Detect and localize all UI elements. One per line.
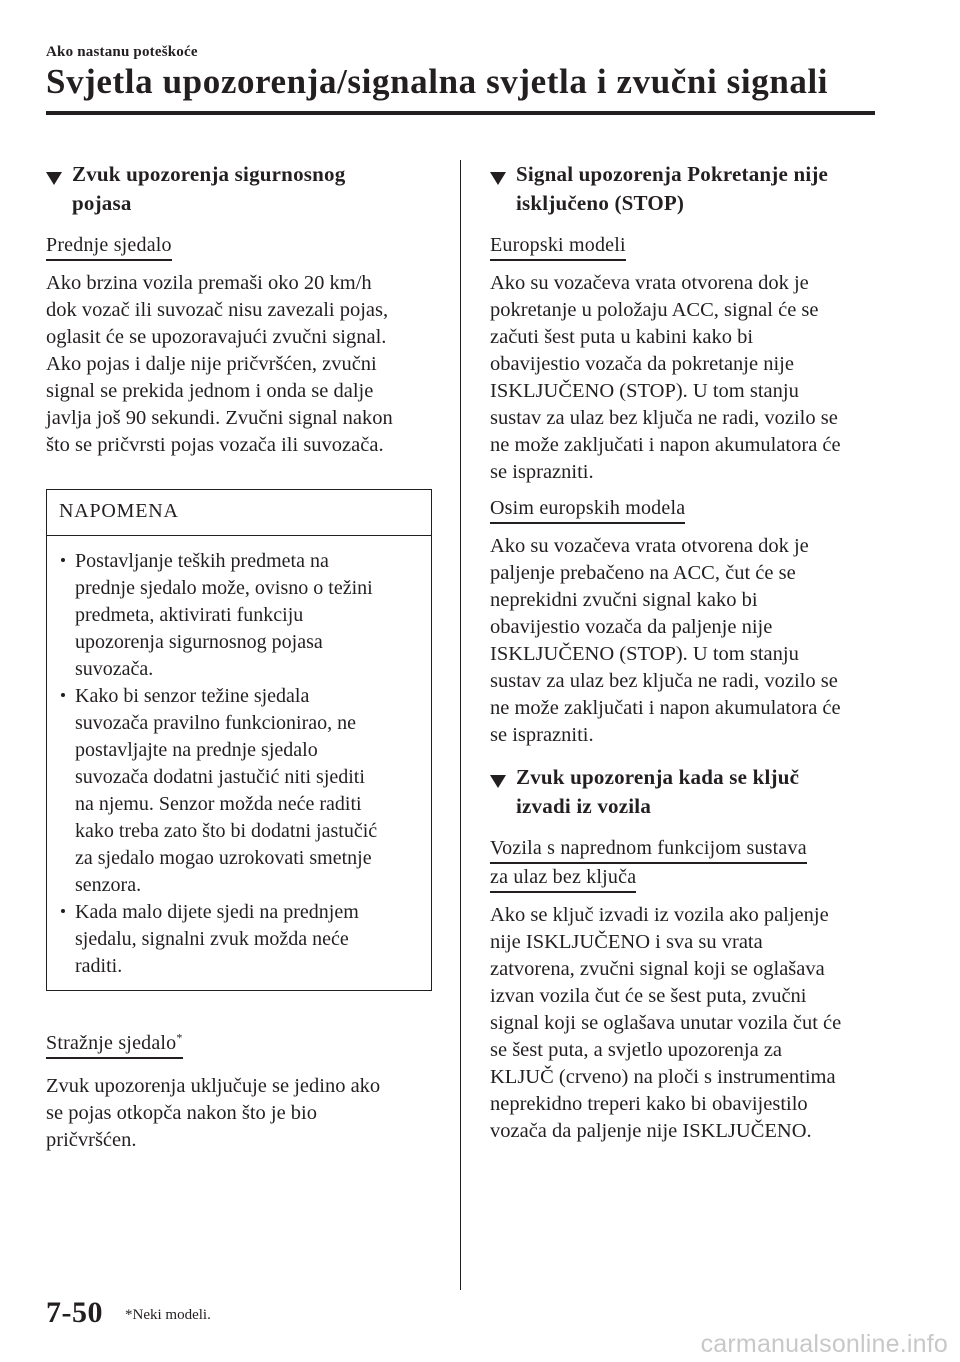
- front-seat-paragraph: [46, 270, 432, 459]
- text-line: Ako pojas i dalje nije pričvršćen, zvučni: [46, 353, 377, 375]
- non-european-models-heading: Osim europskih modela: [490, 495, 685, 524]
- text-line: neprekidni zvučni signal kako bi: [490, 589, 758, 611]
- text-line: Kako bi senzor težine sjedala: [75, 685, 310, 707]
- text-line: se pojas otkopča nakon što je bio: [46, 1102, 318, 1124]
- text-line: što se pričvrsti pojas vozača ili suvozača.: [46, 434, 384, 456]
- left-column: [46, 160, 432, 1154]
- text-line: ne može zaključati i napon akumulatora će: [490, 434, 841, 456]
- heading-line: Signal upozorenja Pokretanje nije: [516, 162, 829, 186]
- text-line: Ako brzina vozila premaši oko 20 km/h: [46, 272, 372, 294]
- text-line: KLJUČ (crveno) na ploči s instrumentima: [490, 1066, 836, 1088]
- rear-seat-paragraph: [46, 1073, 432, 1154]
- text-line: oglasit će se upozoravajući zvučni signal.: [46, 326, 387, 348]
- text-line: sustav za ulaz bez ključa ne radi, vozilo se: [490, 670, 838, 692]
- text-line: prednje sjedalo može, ovisno o težini: [75, 577, 373, 599]
- text-line: suvozača.: [75, 658, 154, 680]
- page-number: 7-50: [46, 1296, 103, 1329]
- european-paragraph: [490, 270, 876, 486]
- triangle-bullet-icon: [490, 775, 506, 788]
- bullet-dot-icon: [61, 909, 65, 913]
- text-line: suvozača pravilno funkcionirao, ne: [75, 712, 357, 734]
- text-line: pričvršćen.: [46, 1129, 137, 1151]
- text-line: se isprazniti.: [490, 724, 594, 746]
- bullet-dot-icon: [61, 693, 65, 697]
- keyless-heading-line: Vozila s naprednom funkcijom sustava: [490, 835, 807, 864]
- title-rule: [46, 111, 875, 115]
- ignition-warning-heading: [490, 160, 876, 218]
- note-box: [46, 489, 432, 991]
- text-line: za sjedalo mogao uzrokovati smetnje: [75, 847, 372, 869]
- text-line: sustav za ulaz bez ključa ne radi, vozilo se: [490, 407, 838, 429]
- text-line: predmeta, aktivirati funkciju: [75, 604, 304, 626]
- footnote-asterisk: *: [176, 1030, 183, 1045]
- text-line: neprekidno treperi kako bi obavijestilo: [490, 1093, 808, 1115]
- text-line: upozorenja sigurnosnog pojasa: [75, 631, 323, 653]
- text-line: na njemu. Senzor možda neće raditi: [75, 793, 362, 815]
- right-column: [490, 160, 876, 1145]
- text-line: Ako su vozačeva vrata otvorena dok je: [490, 272, 809, 294]
- text-line: signal koji se oglašava unutar vozila čut će: [490, 1012, 842, 1034]
- text-line: javlja još 90 sekundi. Zvučni signal nakon: [46, 407, 393, 429]
- heading-line: Zvuk upozorenja kada se ključ: [516, 765, 800, 789]
- section-label: Ako nastanu poteškoće: [46, 44, 198, 60]
- text-line: izvan vozila čut će se šest puta, zvučni: [490, 985, 807, 1007]
- note-item: [57, 683, 421, 899]
- text-line: obavijestio vozača da paljenje nije: [490, 616, 773, 638]
- seatbelt-warning-heading: [46, 160, 432, 218]
- text-line: se šest puta, a svjetlo upozorenja za: [490, 1039, 783, 1061]
- text-line: obavijestio vozača da pokretanje nije: [490, 353, 794, 375]
- rear-seat-heading-text: Stražnje sjedalo: [46, 1032, 177, 1054]
- text-line: signal se prekida jednom i onda se dalje: [46, 380, 374, 402]
- triangle-bullet-icon: [490, 172, 506, 185]
- bullet-dot-icon: [61, 558, 65, 562]
- text-line: sjedalu, signalni zvuk možda neće: [75, 928, 349, 950]
- text-line: Kada malo dijete sjedi na prednjem: [75, 901, 359, 923]
- note-item: [57, 548, 421, 683]
- heading-line: Zvuk upozorenja sigurnosnog: [72, 162, 346, 186]
- note-item: [57, 899, 421, 980]
- rear-seat-heading: [46, 1030, 183, 1059]
- text-line: raditi.: [75, 955, 123, 977]
- note-list: [47, 536, 431, 990]
- text-line: Zvuk upozorenja uključuje se jedino ako: [46, 1075, 381, 1097]
- heading-line: isključeno (STOP): [516, 191, 685, 215]
- chapter-title: Svjetla upozorenja/signalna svjetla i zvučni signali: [46, 62, 829, 101]
- text-line: ne može zaključati i napon akumulatora će: [490, 697, 841, 719]
- keyless-paragraph: [490, 902, 876, 1145]
- key-removal-heading: [490, 763, 876, 821]
- text-line: zatvorena, zvučni signal koji se oglašava: [490, 958, 825, 980]
- heading-line: izvadi iz vozila: [516, 794, 652, 818]
- text-line: dok vozač ili suvozač nisu zavezali pojas,: [46, 299, 389, 321]
- text-line: začuti šest puta u kabini kako bi: [490, 326, 754, 348]
- text-line: postavljajte na prednje sjedalo: [75, 739, 318, 761]
- text-line: kako treba zato što bi dodatni jastučić: [75, 820, 378, 842]
- note-title: NAPOMENA: [47, 490, 431, 536]
- text-line: Postavljanje teških predmeta na: [75, 550, 329, 572]
- heading-line: pojasa: [72, 191, 132, 215]
- watermark: carmanualsonline.info: [700, 1330, 948, 1358]
- text-line: vozača da paljenje nije ISKLJUČENO.: [490, 1120, 812, 1142]
- text-line: ISKLJUČENO (STOP). U tom stanju: [490, 380, 799, 402]
- text-line: Ako se ključ izvadi iz vozila ako paljenje: [490, 904, 829, 926]
- non-european-paragraph: [490, 533, 876, 749]
- text-line: ISKLJUČENO (STOP). U tom stanju: [490, 643, 799, 665]
- column-divider: [460, 160, 461, 1290]
- text-line: suvozača dodatni jastučić niti sjediti: [75, 766, 365, 788]
- keyless-models-heading: [490, 835, 876, 893]
- text-line: pokretanje u položaju ACC, signal će se: [490, 299, 819, 321]
- front-seat-heading: Prednje sjedalo: [46, 232, 172, 261]
- triangle-bullet-icon: [46, 172, 62, 185]
- text-line: senzora.: [75, 874, 142, 896]
- text-line: paljenje prebačeno na ACC, čut će se: [490, 562, 796, 584]
- text-line: nije ISKLJUČENO i sva su vrata: [490, 931, 763, 953]
- text-line: Ako su vozačeva vrata otvorena dok je: [490, 535, 809, 557]
- text-line: se isprazniti.: [490, 461, 594, 483]
- footnote: *Neki modeli.: [125, 1307, 211, 1323]
- keyless-heading-line: za ulaz bez ključa: [490, 864, 636, 893]
- european-models-heading: Europski modeli: [490, 232, 626, 261]
